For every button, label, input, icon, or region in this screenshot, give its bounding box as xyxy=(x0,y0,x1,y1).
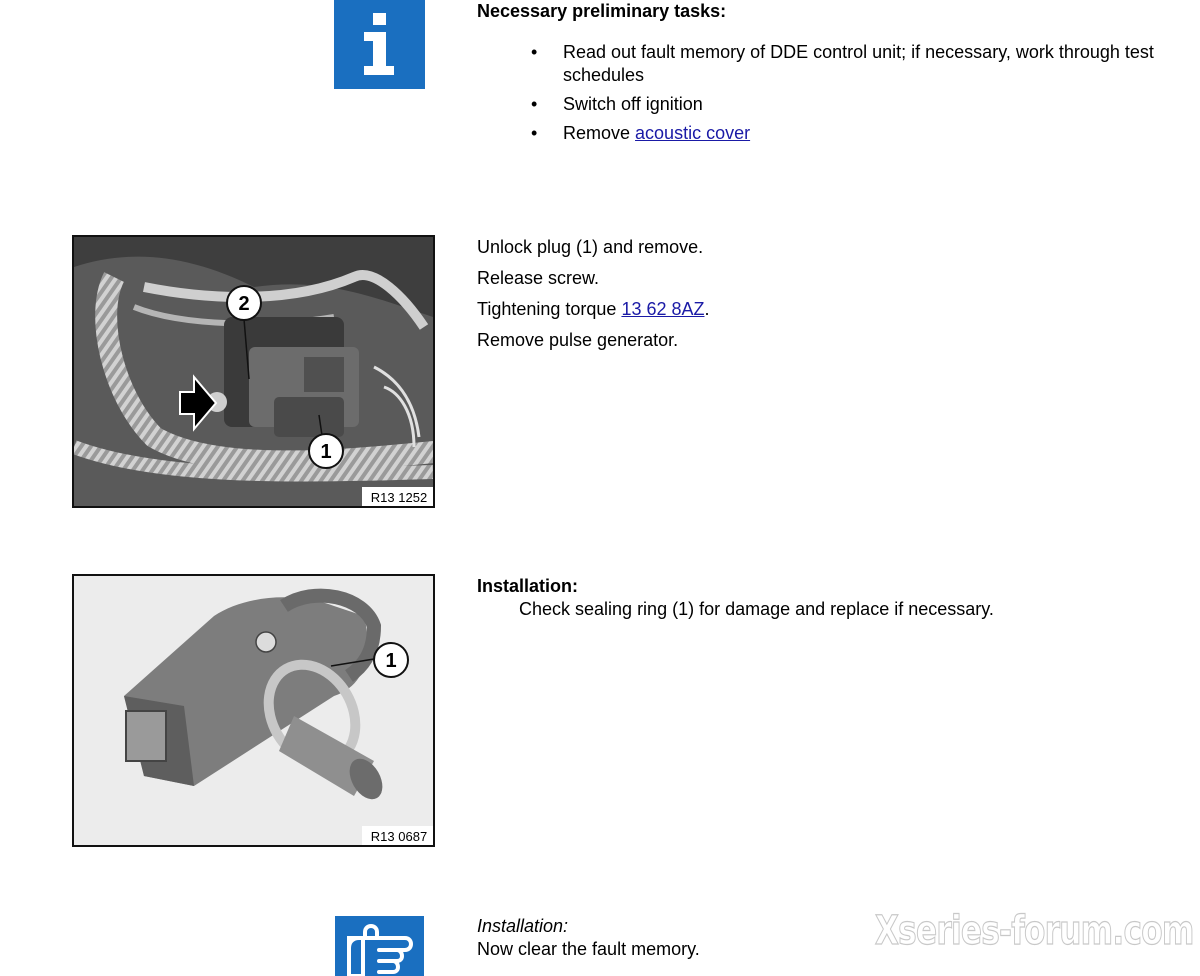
task-text: Read out fault memory of DDE control unit; if necessary, work through test schedules xyxy=(563,42,1154,85)
torque-spec-link[interactable]: 13 62 8AZ xyxy=(621,299,705,319)
watermark: Xseries-forum.com xyxy=(875,908,1194,954)
callout-label: 1 xyxy=(385,650,397,672)
acoustic-cover-link[interactable]: acoustic cover xyxy=(635,123,751,143)
step-tightening-torque xyxy=(477,298,1177,321)
list-item xyxy=(477,93,1177,116)
preliminary-task-list xyxy=(477,41,1177,151)
step-unlock-plug: Unlock plug (1) and remove. xyxy=(477,237,704,257)
step-remove-pulse-generator: Remove pulse generator. xyxy=(477,330,679,350)
step-suffix: . xyxy=(704,299,710,319)
final-heading: Installation: xyxy=(477,916,569,936)
removal-steps xyxy=(477,236,1177,360)
figure-label: R13 0687 xyxy=(370,829,428,844)
list-item xyxy=(477,41,1177,87)
step-release-screw: Release screw. xyxy=(477,268,600,288)
task-text: Switch off ignition xyxy=(563,94,703,114)
final-text: Now clear the fault memory. xyxy=(477,939,700,959)
installation-figure xyxy=(72,574,435,847)
callout-label: 1 xyxy=(320,441,332,463)
list-item xyxy=(477,122,1177,145)
installation-note: Check sealing ring (1) for damage and replace if necessary. xyxy=(519,599,994,619)
bullet: • xyxy=(531,42,538,62)
removal-figure xyxy=(72,235,435,508)
callout-label: 2 xyxy=(238,293,250,315)
pointing-hand-icon xyxy=(335,916,424,976)
info-icon xyxy=(334,0,425,89)
callout-1 xyxy=(374,643,408,677)
bullet: • xyxy=(531,123,538,143)
task-text: Remove xyxy=(563,123,636,143)
figure-label: R13 1252 xyxy=(370,490,428,505)
installation-heading: Installation: xyxy=(477,576,579,596)
preliminary-heading: Necessary preliminary tasks: xyxy=(477,1,727,21)
callout-1 xyxy=(309,434,343,468)
bullet: • xyxy=(531,94,538,114)
step-text: Tightening torque xyxy=(477,299,622,319)
callout-2 xyxy=(227,286,261,320)
